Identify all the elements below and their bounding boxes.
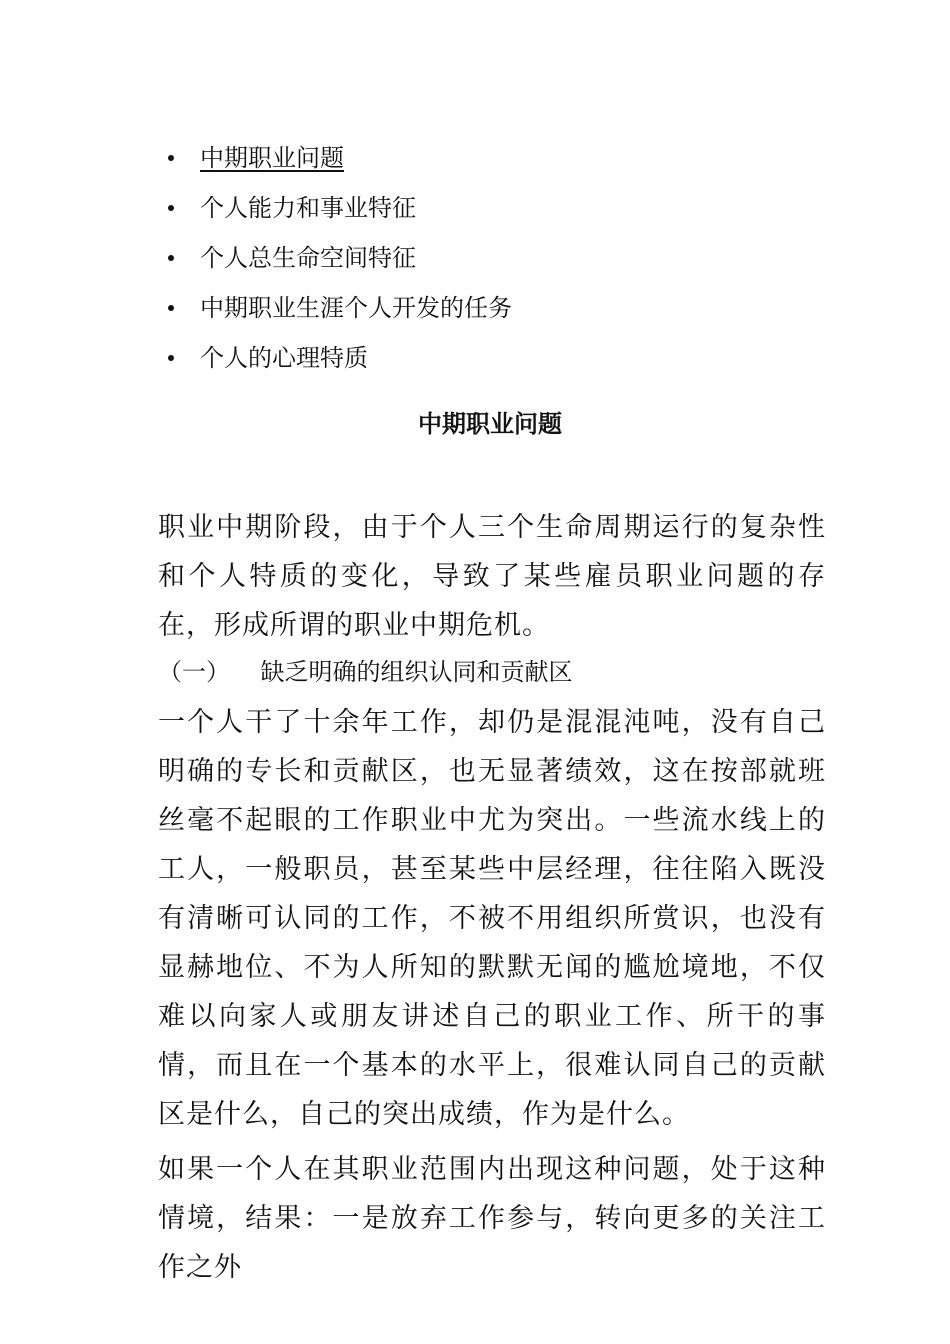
sub-heading: （一） 缺乏明确的组织认同和贡献区 [158, 658, 573, 686]
toc-item-development-tasks [168, 283, 512, 333]
toc-label: 个人的心理特质 [200, 344, 368, 372]
toc-label: 个人总生命空间特征 [200, 244, 416, 272]
toc-item-life-space [168, 233, 512, 283]
bullet-icon [168, 355, 174, 361]
toc-link-midcareer-problems[interactable]: 中期职业问题 [200, 144, 344, 172]
section-title: 中期职业问题 [418, 409, 562, 438]
bullet-icon [168, 205, 174, 211]
bullet-icon [168, 155, 174, 161]
toc-item-midcareer-problems[interactable] [168, 133, 512, 183]
toc-label: 个人能力和事业特征 [200, 194, 416, 222]
table-of-contents [168, 133, 512, 383]
body-paragraph-continued: 如果一个人在其职业范围内出现这种问题，处于这种情境，结果：一是放弃工作参与，转向更多的关注工作之外 [158, 1154, 826, 1283]
body-paragraph: 一个人干了十余年工作，却仍是混混沌吨，没有自己明确的专长和贡献区，也无显著绩效，这在按部就班丝毫不起眼的工作职业中尤为突出。一些流水线上的工人，一般职员，甚至某些中层经理，往往陷入既没有清晰可认同的工作，不被不用组织所赏识，也没有显赫地位、不为人所知的默默无闻的尴尬境地，不仅难以向家人或朋友讲述自己的职业工作、所干的事情，而且在一个基本的水平上，很难认同自己的贡献区是什么，自己的突出成绩，作为是什么。 [158, 707, 826, 1130]
bullet-icon [168, 305, 174, 311]
toc-label: 中期职业生涯个人开发的任务 [200, 294, 512, 322]
intro-paragraph: 职业中期阶段，由于个人三个生命周期运行的复杂性和个人特质的变化，导致了某些雇员职业问题的存在，形成所谓的职业中期危机。 [158, 512, 826, 641]
toc-item-ability-career [168, 183, 512, 233]
toc-item-psychological-traits [168, 333, 512, 383]
bullet-icon [168, 255, 174, 261]
